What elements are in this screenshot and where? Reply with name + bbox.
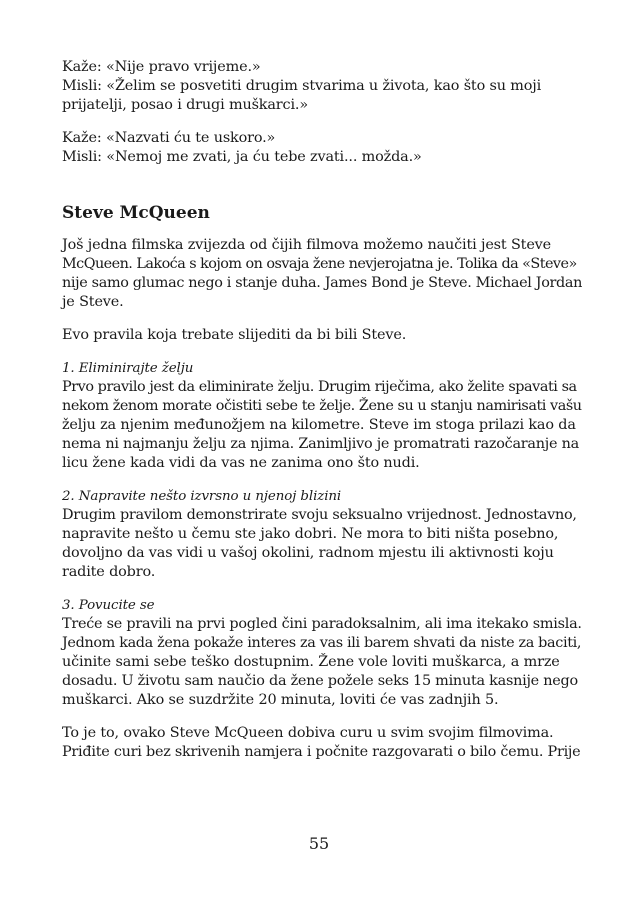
text-line: To je to, ovako Steve McQueen dobiva curu u svim svojim filmovima. (62, 725, 554, 741)
text-line: je Steve. (62, 294, 124, 310)
text-line: nema ni najmanju želju za njima. Zanimljivo je promatrati razočaranje na (62, 436, 579, 452)
text-line: Priđite curi bez skrivenih namjera i počnite razgovarati o bilo čemu. Prije (62, 744, 581, 760)
rule-1 (62, 359, 582, 473)
text-line: napravite nešto u čemu ste jako dobri. Ne mora to biti ništa posebno, (62, 526, 559, 542)
text-line: želju za njenim međunožjem na kilometre. Steve im stoga prilazi kao da (62, 417, 576, 433)
text-line: Treće se pravili na prvi pogled čini paradoksalnim, ali ima itekako smisla. (62, 616, 582, 632)
text-line: Kaže: «Nije pravo vrijeme.» (62, 59, 261, 75)
page-number: 55 (308, 834, 330, 853)
text-line: dovoljno da vas vidi u vašoj okolini, radnom mjestu ili aktivnosti koju (62, 545, 554, 561)
text-line: McQueen. Lakoća s kojom on osvaja žene nevjerojatna je. Tolika da «Steve» (62, 256, 577, 272)
text-line: učinite sami sebe teško dostupnim. Žene vole loviti muškarca, a mrze (62, 654, 560, 670)
text-line: radite dobro. (62, 564, 156, 580)
text-line: dosadu. U životu sam naučio da žene požele seks 15 minuta kasnije nego (62, 673, 578, 689)
dialogue-block-1 (62, 58, 582, 115)
text-line: Misli: «Želim se posvetiti drugim stvarima u života, kao što su moji (62, 78, 542, 94)
text-line: Misli: «Nemoj me zvati, ja ću tebe zvati... možda.» (62, 149, 422, 165)
page-body (62, 58, 582, 762)
text-line: prijatelji, posao i drugi muškarci.» (62, 97, 308, 113)
text-line: nekom ženom morate očistiti sebe te želje. Žene su u stanju namirisati vašu (62, 398, 582, 414)
text-line: Drugim pravilom demonstrirate svoju seksualno vrijednost. Jednostavno, (62, 507, 577, 523)
rule-title: 3. Povucite se (62, 598, 155, 613)
rule-title: 1. Eliminirajte želju (62, 361, 194, 376)
lead-paragraph (62, 326, 582, 345)
text-line: Još jedna filmska zvijezda od čijih filmova možemo naučiti jest Steve (62, 237, 552, 253)
text-line: Jednom kada žena pokaže interes za vas ili barem shvati da niste za baciti, (62, 635, 582, 651)
text-line: nije samo glumac nego i stanje duha. James Bond je Steve. Michael Jordan (62, 275, 583, 291)
text-line: Kaže: «Nazvati ću te uskoro.» (62, 130, 276, 146)
closing-paragraph (62, 724, 582, 762)
rule-2 (62, 487, 582, 582)
text-line: Evo pravila koja trebate slijediti da bi bili Steve. (62, 327, 407, 343)
text-line: Prvo pravilo jest da eliminirate želju. Drugim riječima, ako želite spavati sa (62, 379, 577, 395)
rule-title: 2. Napravite nešto izvrsno u njenoj blizini (62, 489, 342, 504)
section-title: Steve McQueen (62, 203, 210, 223)
intro-paragraph (62, 236, 582, 312)
text-line: licu žene kada vidi da vas ne zanima ono što nudi. (62, 455, 420, 471)
dialogue-block-2 (62, 129, 582, 167)
rule-3 (62, 596, 582, 710)
text-line: muškarci. Ako se suzdržite 20 minuta, loviti će vas zadnjih 5. (62, 692, 499, 708)
